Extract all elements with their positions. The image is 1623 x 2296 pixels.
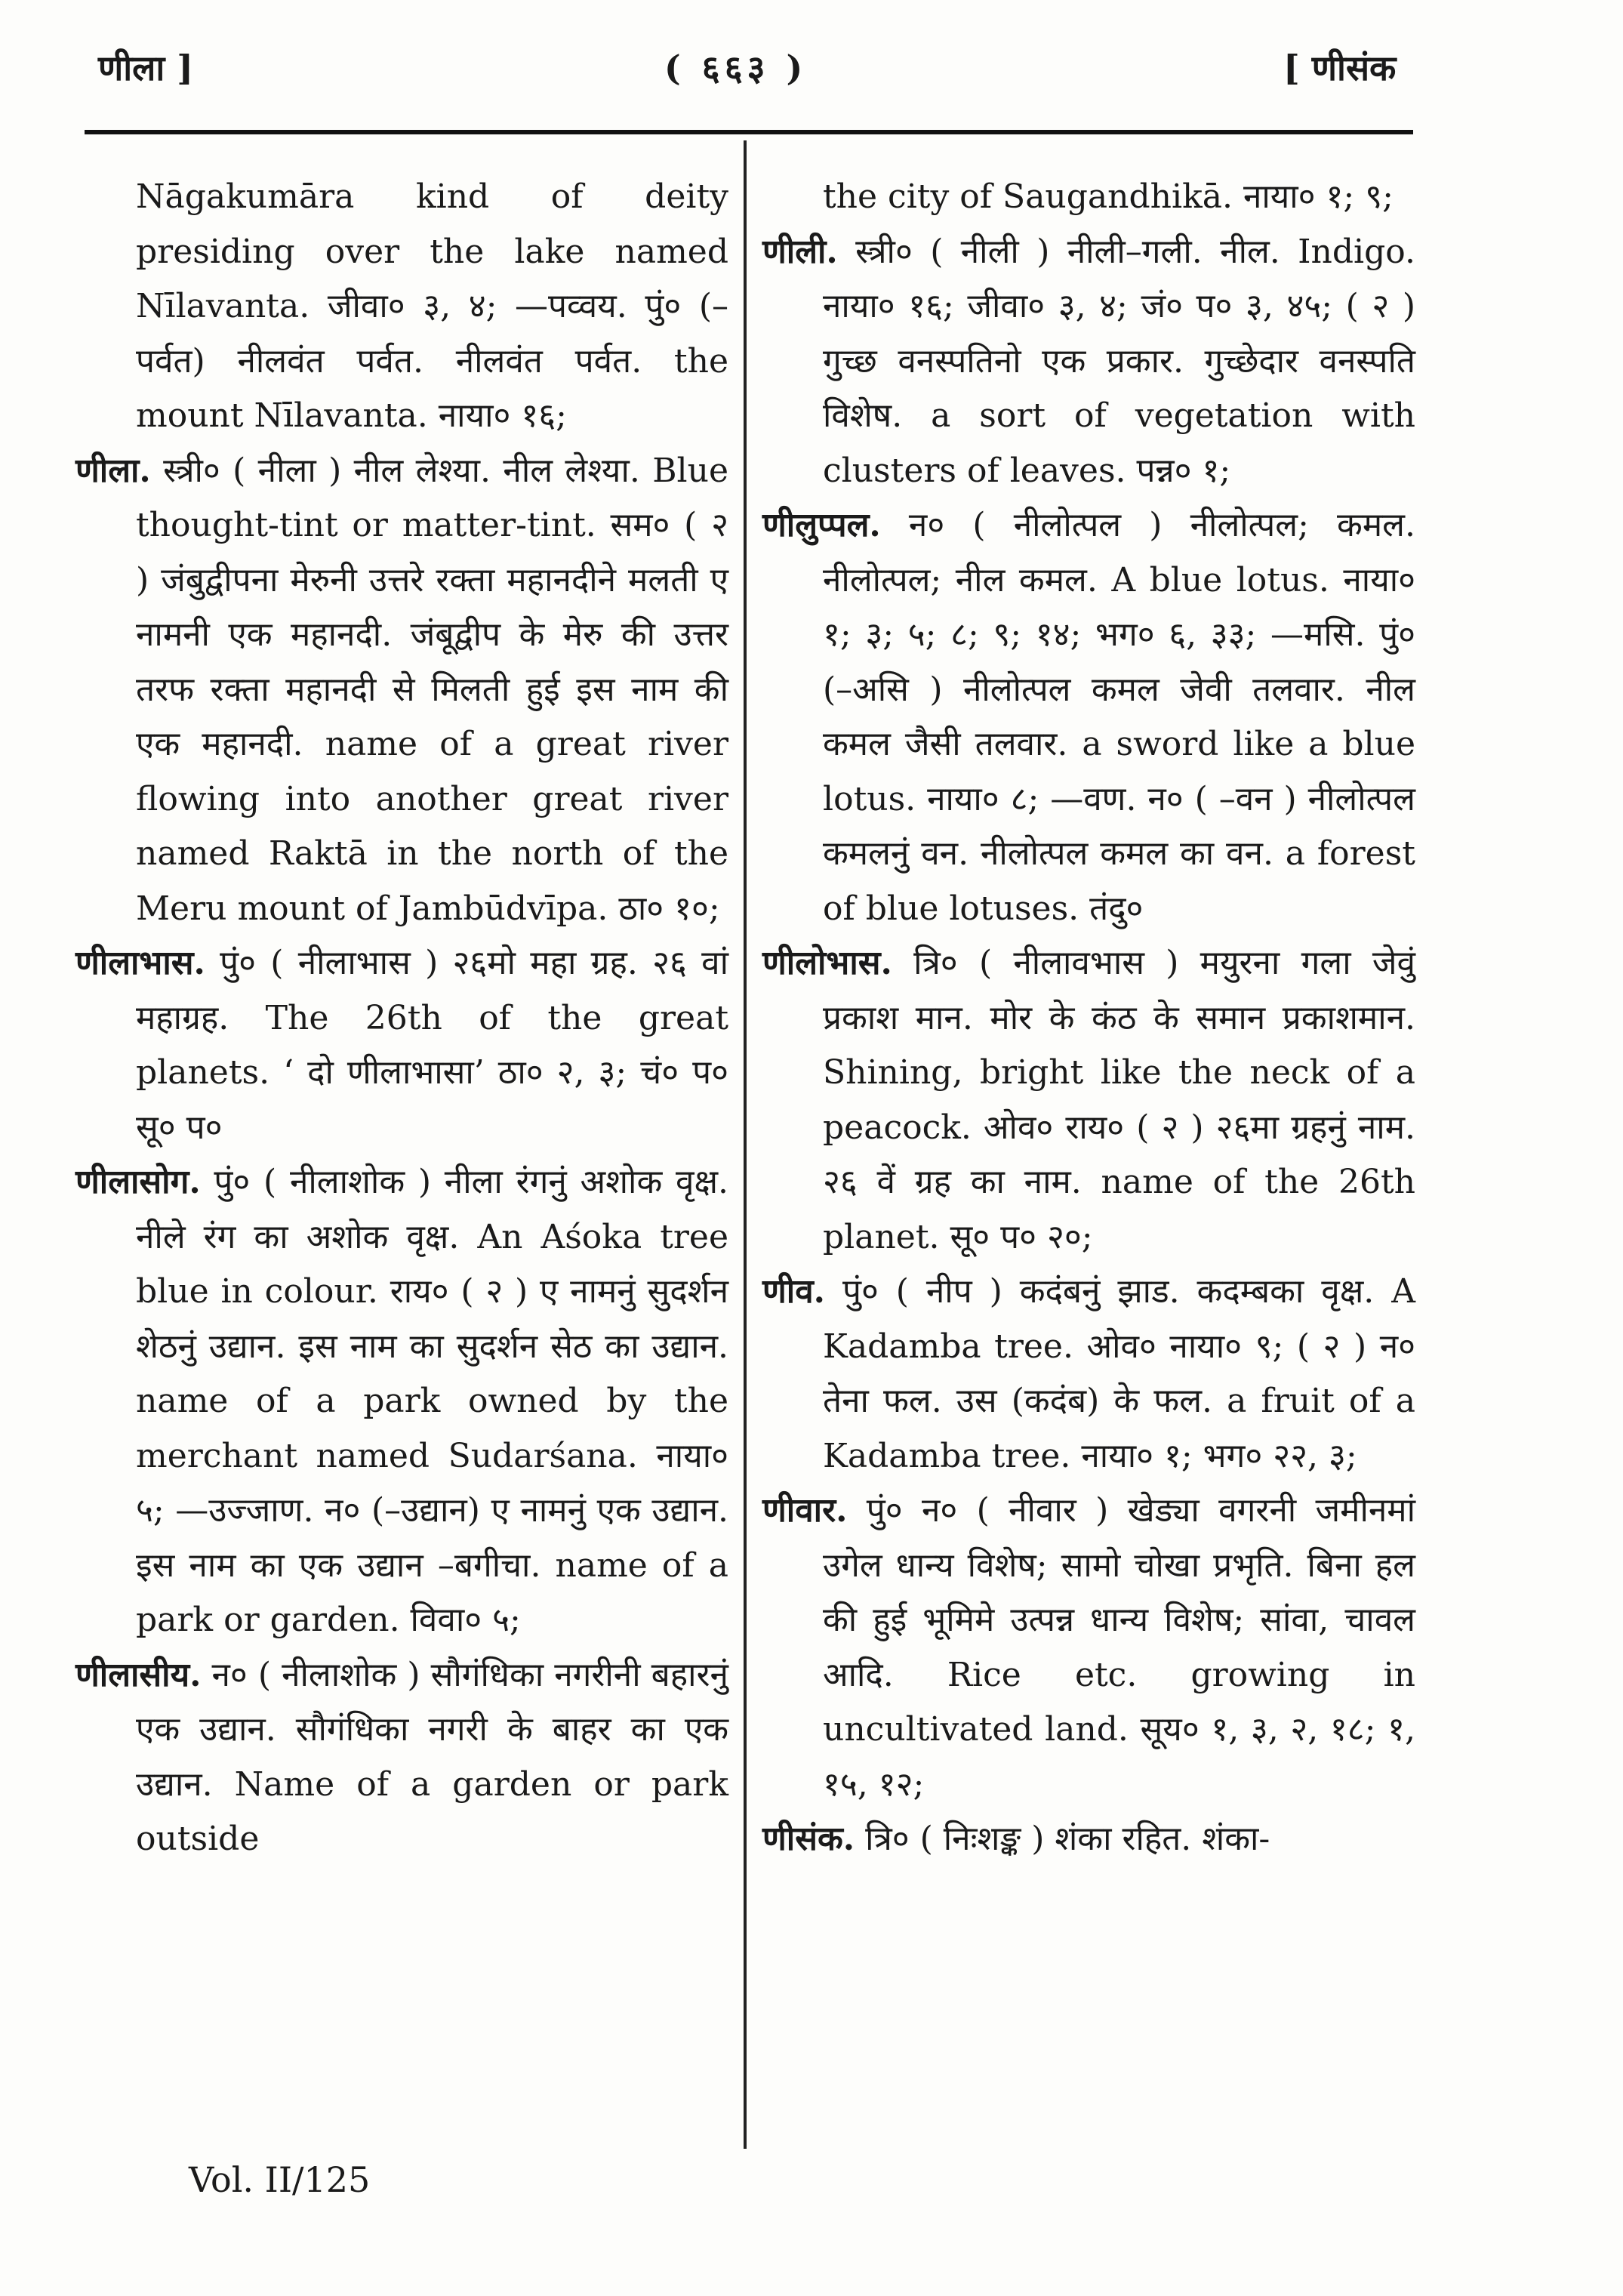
- dictionary-entry: [762, 1484, 1415, 1812]
- entry-headword: णीलुप्पल.: [762, 506, 881, 544]
- left-column: [75, 170, 728, 1867]
- dictionary-entry: [762, 1265, 1415, 1484]
- dictionary-entry: [75, 1155, 728, 1648]
- dictionary-entry: [75, 936, 728, 1155]
- dictionary-entry: [75, 170, 728, 444]
- dictionary-entry: [762, 936, 1415, 1265]
- entry-headword: णीला.: [75, 451, 151, 490]
- entry-headword: णीवार.: [762, 1491, 848, 1530]
- right-column: [762, 170, 1415, 1867]
- entry-headword: णीलाभास.: [75, 944, 205, 982]
- entry-headword: णीलासोग.: [75, 1163, 201, 1201]
- dictionary-entry: [762, 498, 1415, 936]
- entry-text: स्त्री० ( नीला ) नील लेश्या. नील लेश्या. Blue thought-tint or matter-tint. सम० ( २ ) जंबुद्वीपना मेरुनी उत्तरे रक्ता महानदीने मलती ए नामनी एक महानदी. जंबूद्वीप के मेरु की उत्तर तरफ रक्ता महानदी से मिलती हुई इस नाम की एक महानदी. name of a great river flowing into another great river named Raktā in the north of the Meru mount of Jambūdvīpa. ठा० १०;: [136, 451, 728, 928]
- header-rule: [85, 130, 1413, 134]
- entry-headword: णीसंक.: [762, 1820, 855, 1858]
- entry-text: पुं० न० ( नीवार ) खेड्या वगरनी जमीनमां उगेल धान्य विशेष; सामो चोखा प्रभृति. बिना हल की हुई भूमिमे उत्पन्न धान्य विशेष; सांवा, चावल आदि. Rice etc. growing in uncultivated land. सूय० १, ३, २, १८; १, १५, १२;: [823, 1491, 1415, 1804]
- entry-text: the city of Saugandhikā. नाया० १; ९;: [823, 177, 1394, 216]
- dictionary-entry: [762, 170, 1415, 225]
- page-header: [0, 44, 1623, 104]
- entry-headword: णीव.: [762, 1272, 825, 1311]
- header-last-word: [ णीसंक: [1283, 48, 1397, 88]
- dictionary-entry: [75, 444, 728, 937]
- dictionary-entry: [75, 1648, 728, 1867]
- entry-text: न० ( नीलाशोक ) सौगंधिका नगरीनी बहारनुं एक उद्यान. सौगंधिका नगरी के बाहर का एक उद्यान. Name of a garden or park outside: [136, 1655, 728, 1858]
- entry-text: त्रि० ( निःशङ्क ) शंका रहित. शंका-: [865, 1820, 1270, 1858]
- entry-headword: णीलोभास.: [762, 944, 892, 982]
- column-divider: [744, 140, 747, 2149]
- page-number: ( ६६३ ): [664, 48, 808, 88]
- entry-text: स्त्री० ( नीली ) नीली–गली. नील. Indigo. नाया० १६; जीवा० ३, ४; जं० प० ३, ४५; ( २ ) गुच्छ वनस्पतिनो एक प्रकार. गुच्छेदार वनस्पति विशेष. a sort of vegetation with clusters of leaves. पन्न० १;: [823, 232, 1415, 490]
- entry-headword: णीलासीय.: [75, 1655, 202, 1694]
- entry-headword: णीली.: [762, 232, 838, 271]
- dictionary-entry: [762, 225, 1415, 499]
- entry-text: न० ( नीलोत्पल ) नीलोत्पल; कमल. नीलोत्पल; नील कमल. A blue lotus. नाया० १; ३; ५; ८; ९; १४; भग० ६, ३३; —मसि. पुं० (–असि ) नीलोत्पल कमल जेवी तलवार. नील कमल जैसी तलवार. a sword like a blue lotus. नाया० ८; —वण. न० ( –वन ) नीलोत्पल कमलनुं वन. नीलोत्पल कमल का वन. a forest of blue lotuses. तंदु०: [823, 506, 1415, 928]
- dictionary-entry: [762, 1812, 1415, 1867]
- entry-text: Nāgakumāra kind of deity presiding over the lake named Nīlavanta. जीवा० ३, ४; —पव्वय. पुं० (–पर्वत) नीलवंत पर्वत. नीलवंत पर्वत. the mount Nīlavanta. नाया० १६;: [136, 177, 728, 435]
- entry-text: त्रि० ( नीलावभास ) मयुरना गला जेवुं प्रकाश मान. मोर के कंठ के समान प्रकाशमान. Shining, bright like the neck of a peacock. ओव० राय० ( २ ) २६मा ग्रहनुं नाम. २६ वें ग्रह का नाम. name of the 26th planet. सू० प० २०;: [823, 944, 1415, 1256]
- entry-text: पुं० ( नीलाशोक ) नीला रंगनुं अशोक वृक्ष. नीले रंग का अशोक वृक्ष. An Aśoka tree blue in colour. राय० ( २ ) ए नामनुं सुदर्शन शेठनुं उद्यान. इस नाम का सुदर्शन सेठ का उद्यान. name of a park owned by the merchant named Sudarśana. नाया० ५; —उज्जाण. न० (–उद्यान) ए नामनुं एक उद्यान. इस नाम का एक उद्यान –बगीचा. name of a park or garden. विवा० ५;: [136, 1163, 728, 1639]
- volume-footer: Vol. II/125: [189, 2159, 371, 2200]
- entry-text: पुं० ( नीप ) कदंबनुं झाड. कदम्बका वृक्ष. A Kadamba tree. ओव० नाया० ९; ( २ ) न० तेना फल. उस (कदंब) के फल. a fruit of a Kadamba tree. नाया० १; भग० २२, ३;: [823, 1272, 1415, 1475]
- header-first-word: णीला ]: [98, 48, 194, 88]
- entry-text: पुं० ( नीलाभास ) २६मो महा ग्रह. २६ वां महाग्रह. The 26th of the great planets. ‘ दो णीलाभासा’ ठा० २, ३; चं० प० सू० प०: [136, 944, 728, 1147]
